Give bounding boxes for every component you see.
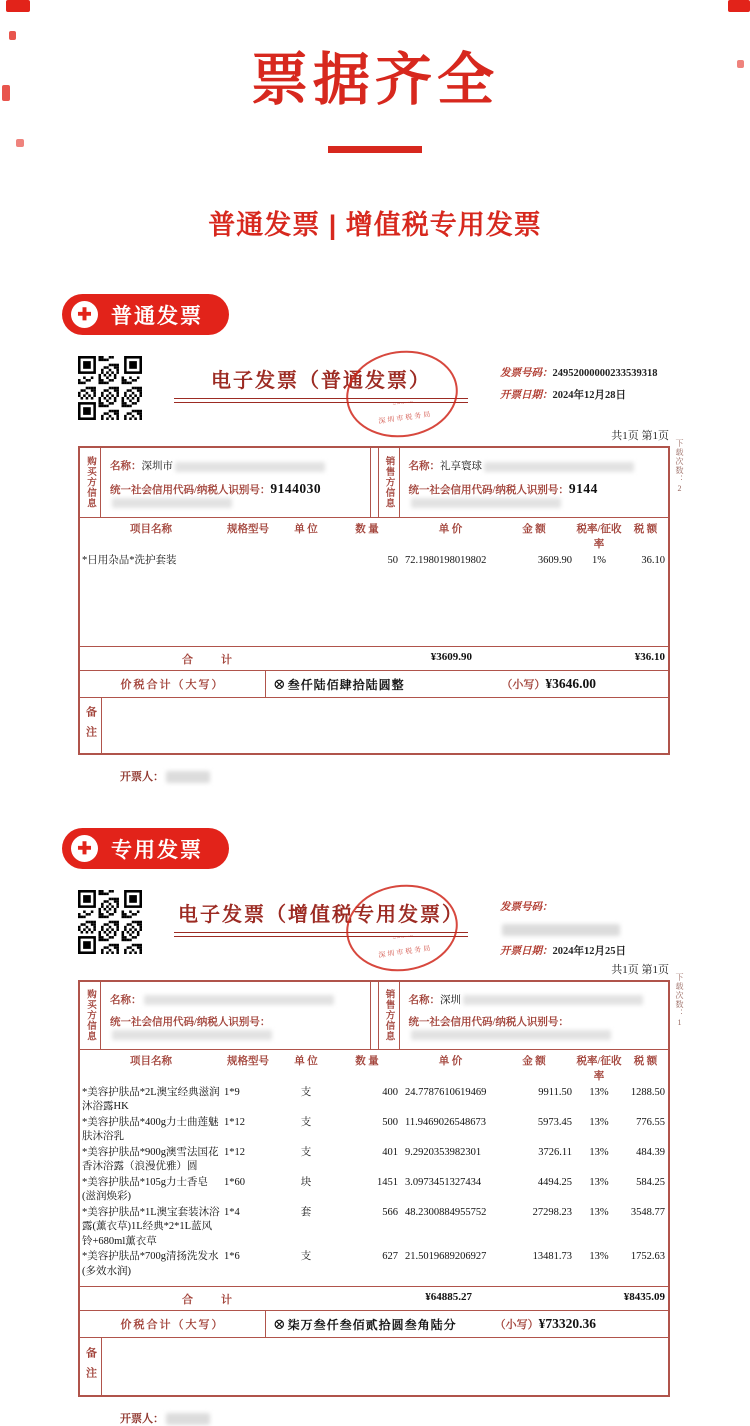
item-rate: 13% [589,1251,609,1263]
item-unit: 套 [300,1206,312,1218]
item-rate: 13% [589,1087,609,1098]
col-amount: 金 额 [522,1056,546,1067]
buyer-taxid-line [110,481,366,508]
total-row [80,646,668,670]
buyer-name-line [110,458,366,473]
decor-fragment [2,85,10,101]
drawer-label: 开票人： [120,1413,164,1425]
col-unit: 单 位 [294,1056,318,1067]
item-qty: 627 [382,1251,398,1263]
stamp-decor: ~~~~~ [392,933,415,943]
item-tax: 1752.63 [630,1251,665,1263]
qr-code-icon [78,356,142,420]
item-row [80,1206,668,1249]
col-rate: 税率/征收率 [576,1056,622,1082]
invoice-special [78,887,684,1426]
invoice-header [78,353,670,425]
buyer-name-label: 名称： [110,994,142,1006]
seller-name-label: 名称： [408,994,440,1006]
item-tax: 484.39 [636,1146,665,1158]
invoice-number-label: 发票号码： [500,368,553,379]
item-price: 24.7787610619469 [405,1087,487,1098]
total-tax: ¥36.10 [634,650,665,663]
remark-label: 备注 [80,1338,102,1395]
seller-vertical-label: 销售方信息 [379,982,400,1049]
invoice-date-label: 开票日期： [500,946,553,958]
seller-name-line [409,992,665,1007]
redacted-area [463,995,643,1005]
item-row [80,1176,668,1205]
seller-info [400,448,669,517]
item-spec: 1*12 [224,1116,245,1128]
item-row [80,1146,668,1175]
invoice-title: 电子发票（增值税专用发票） [178,904,464,926]
items-body [80,1086,668,1286]
total-amount: ¥3609.90 [430,650,472,663]
badge-special-invoice [62,828,229,869]
seller-name-label: 名称： [408,461,440,472]
seller-taxid-line [409,1014,665,1040]
item-name: *美容护肤品*105g力士香皂(滋润焕彩) [82,1176,208,1203]
total-row [80,1286,668,1310]
buyer-name-label: 名称： [110,461,142,472]
party-divider [370,448,379,517]
drawer-line [120,1410,670,1426]
badge-label: 普通发票 [111,304,203,328]
col-item: 项目名称 [130,524,172,535]
item-amount: 3726.11 [538,1146,572,1158]
remark-content [102,698,668,753]
item-unit: 支 [300,1087,312,1098]
redacted-area [112,1030,272,1040]
invoice-header [78,887,670,959]
item-spec: 1*12 [224,1146,245,1158]
invoice-number-label: 发票号码： [500,902,553,913]
item-tax: 3548.77 [630,1206,665,1218]
item-name: *美容护肤品*700g清扬洗发水(多效水润) [82,1251,219,1277]
invoice-number-value: 24952000000233539318 [552,368,658,379]
buyer-info [101,982,370,1049]
col-price: 单 价 [438,524,463,535]
col-tax: 税 额 [633,1056,658,1067]
col-tax: 税 额 [633,524,658,535]
seller-vertical-label: 销售方信息 [379,448,400,517]
download-count-note: 下载次数：1 [675,973,684,1028]
taxsum-label: 价税合计（大写） [80,671,266,697]
taxsum-small [501,676,596,692]
item-row [80,1250,668,1279]
taxsum-content [266,671,668,697]
item-name: *日用杂品*洗护套装 [82,555,177,566]
drawer-label: 开票人： [120,771,164,783]
item-unit: 支 [300,1146,312,1158]
item-rate: 1% [592,555,606,566]
redacted-area [166,771,210,783]
plus-icon: ✚ [71,301,98,328]
buyer-name-line [110,992,366,1007]
invoice-title-area [142,353,500,425]
taxsum-row [80,670,668,697]
decor-fragment [728,0,750,12]
item-name: *美容护肤品*900g澳雪法国花香沐浴露（浪漫优雅）圆 [82,1146,219,1173]
item-tax: 1288.50 [630,1087,665,1098]
page-title: 票据齐全 [251,48,499,112]
item-rate: 13% [589,1176,609,1188]
item-name: *美容护肤品*400g力士曲莲魅肤沐浴乳 [82,1116,219,1143]
total-amount: ¥64885.27 [425,1290,472,1303]
col-unit: 单 位 [294,524,318,535]
page-count: 共1页 第1页 [611,964,669,976]
stamp-text: 深圳市税务局 [378,410,433,426]
small-value: ¥73320.36 [538,1316,596,1331]
item-price: 21.5019689206927 [405,1251,487,1263]
total-label: 合 计 [182,653,234,666]
seller-name-value: 深圳 [440,994,461,1006]
circle-x-icon: ⊗ [273,676,286,693]
buyer-taxid-label: 统一社会信用代码/纳税人识别号： [110,485,271,496]
small-label: （小写） [501,679,546,691]
item-qty: 1451 [377,1176,398,1188]
item-amount: 9911.50 [538,1087,572,1098]
title-divider [328,146,422,153]
col-rate: 税率/征收率 [576,524,622,550]
item-name: *美容护肤品*1L澳宝套装沐浴露(薰衣草)1L经典*2*1L蓝风铃+680ml薰衣草 [82,1206,220,1247]
item-amount: 3609.90 [537,555,572,566]
item-price: 72.1980198019802 [405,555,487,566]
seller-taxid-value: 9144 [568,481,598,496]
decor-fragment [9,31,16,40]
items-header [80,1050,668,1085]
title-underline [174,398,468,403]
item-price: 48.2300884955752 [405,1206,487,1218]
item-price: 11.9469026548673 [405,1116,486,1128]
remark-box [80,1337,668,1395]
invoice-table [78,446,670,755]
seller-name-line [409,458,665,473]
buyer-name-value: 深圳市 [141,461,173,472]
item-spec: 1*60 [224,1176,245,1188]
party-divider [370,982,379,1049]
taxsum-label: 价税合计（大写） [80,1311,266,1337]
item-row [80,1086,668,1115]
item-spec: 1*4 [224,1206,240,1218]
seller-taxid-label: 统一社会信用代码/纳税人识别号： [408,1017,569,1029]
redacted-area [411,1030,611,1040]
party-band [80,982,668,1050]
redacted-area [411,498,561,508]
taxsum-content [266,1311,668,1337]
circle-x-icon: ⊗ [273,1316,286,1333]
redacted-area [112,498,232,508]
download-count-note: 下载次数：2 [675,439,684,494]
small-value: ¥3646.00 [545,676,596,691]
redacted-area [502,924,620,936]
item-qty: 400 [382,1087,398,1098]
item-qty: 566 [382,1206,398,1218]
redacted-area [144,995,334,1005]
invoice-date-label: 开票日期： [500,390,553,402]
drawer-line [120,768,670,784]
item-spec [220,554,276,568]
title-underline [174,932,468,937]
invoice-date-value: 2024年12月28日 [552,390,626,402]
item-amount: 13481.73 [532,1251,572,1263]
seller-name-value: 礼享寰球 [440,461,482,472]
redacted-area [166,1413,210,1425]
invoice-title-area [142,887,500,959]
remark-content [102,1338,668,1395]
invoice-date-line [500,385,670,407]
decor-fragment [6,0,30,12]
taxsum-small [495,1316,596,1332]
item-name: *美容护肤品*2L澳宝经典滋润沐浴露HK [82,1087,220,1113]
invoice-date-line [500,941,670,963]
items-body [80,554,668,646]
item-row [80,1116,668,1145]
col-amount: 金 额 [522,524,546,535]
item-qty: 500 [382,1116,398,1128]
total-tax: ¥8435.09 [623,1290,665,1303]
item-unit: 支 [300,1251,312,1263]
col-qty: 数 量 [355,1056,379,1067]
invoice-number-line [500,897,670,941]
items-header [80,518,668,553]
total-label: 合 计 [182,1293,234,1306]
item-unit [276,554,336,568]
seller-taxid-label: 统一社会信用代码/纳税人识别号： [408,485,569,496]
item-qty: 50 [387,555,398,566]
col-spec: 规格型号 [227,1056,269,1067]
buyer-vertical-label: 购买方信息 [80,982,101,1049]
qr-code-icon [78,890,142,954]
invoice-title: 电子发票（普通发票） [211,370,431,392]
buyer-taxid-value: 9144030 [270,481,322,496]
stamp-decor: ~~~~~ [392,399,415,409]
invoice-table [78,980,670,1397]
invoice-meta [500,887,670,959]
item-tax: 584.25 [636,1176,665,1188]
decor-fragment [16,139,24,147]
buyer-vertical-label: 购买方信息 [80,448,101,517]
item-amount: 5973.45 [537,1116,572,1128]
buyer-taxid-label: 统一社会信用代码/纳税人识别号： [110,1017,271,1029]
invoice-meta [500,353,670,425]
plus-icon: ✚ [71,835,98,862]
item-price: 3.0973451327434 [405,1176,482,1188]
invoice-date-value: 2024年12月25日 [552,946,626,958]
item-amount: 4494.25 [537,1176,572,1188]
item-rate: 13% [589,1116,609,1128]
amount-words: 柒万叁仟叁佰贰拾圆叁角陆分 [287,1317,457,1332]
invoice-number-line [500,363,670,385]
item-amount: 27298.23 [532,1206,572,1218]
item-row [80,554,668,568]
item-price: 9.2920353982301 [405,1146,482,1158]
page-count: 共1页 第1页 [611,430,669,442]
decor-fragment [737,60,744,68]
col-item: 项目名称 [130,1056,172,1067]
item-tax: 776.55 [636,1116,665,1128]
item-unit: 支 [300,1116,312,1128]
item-spec: 1*9 [224,1087,240,1098]
page-subtitle: 普通发票 | 增值税专用发票 [208,210,542,240]
item-rate: 13% [589,1206,609,1218]
party-band [80,448,668,518]
small-label: （小写） [494,1319,539,1331]
seller-taxid-line [409,481,665,508]
buyer-taxid-line [110,1014,366,1040]
remark-label: 备注 [80,698,102,753]
redacted-area [484,462,634,472]
seller-info [400,982,669,1049]
amount-words: 叁仟陆佰肆拾陆圆整 [287,677,405,692]
redacted-area [175,462,325,472]
item-rate: 13% [589,1146,609,1158]
taxsum-row [80,1310,668,1337]
stamp-text: 深圳市税务局 [378,944,433,960]
item-spec: 1*6 [224,1251,240,1263]
invoice-ordinary [78,353,684,784]
item-tax: 36.10 [641,555,665,566]
remark-box [80,697,668,753]
col-price: 单 价 [438,1056,463,1067]
col-qty: 数 量 [355,524,379,535]
item-qty: 401 [382,1146,398,1158]
badge-label: 专用发票 [111,838,203,862]
badge-ordinary-invoice [62,294,229,335]
buyer-info [101,448,370,517]
item-unit: 块 [300,1176,312,1188]
col-spec: 规格型号 [227,524,269,535]
